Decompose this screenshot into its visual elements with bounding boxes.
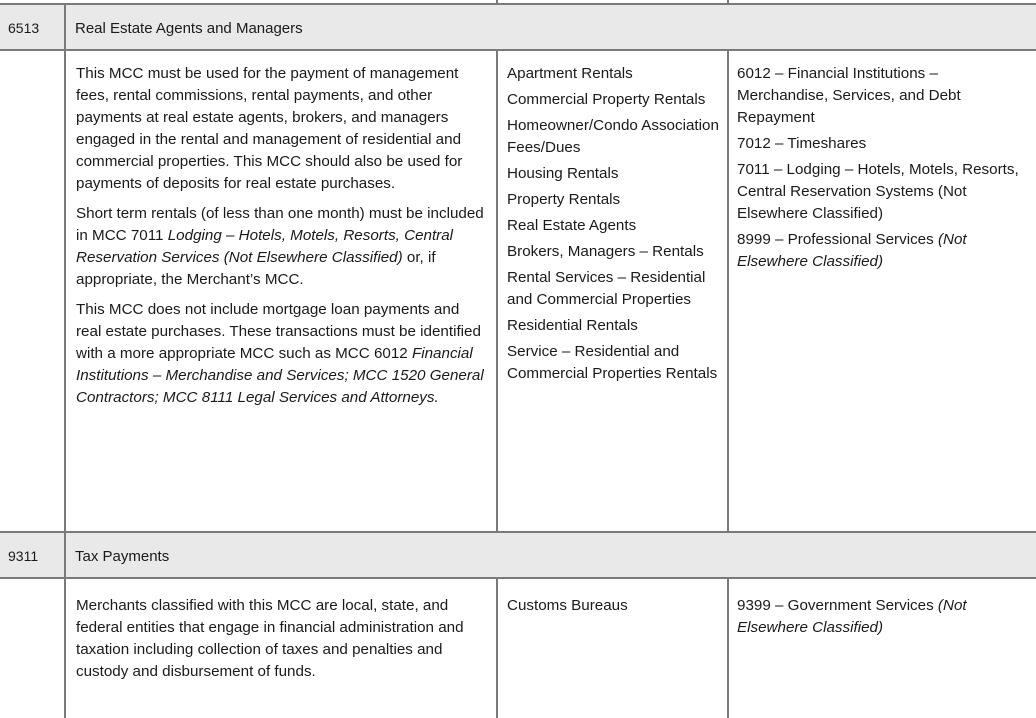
description-paragraph: This MCC must be used for the payment of management fees, rental commissions, rental payments, and other payments at real estate agents, brokers, and managers engaged in the rental and management of residential and commercial properties. This MCC should also be used for payments of deposits for real estate purchases. [76, 65, 463, 192]
example-item: Homeowner/Condo Association Fees/Dues [507, 117, 719, 156]
description-paragraph: Short term rentals (of less than one month) must be included in MCC 7011 Lodging – Hotels, Motels, Resorts, Central Reservation Services (Not Elsewhere Classified) or, if appropriate, the Merchant’s MCC. [76, 205, 484, 288]
similar-mcc-item: 6012 – Financial Institutions – Merchandise, Services, and Debt Repayment [737, 65, 961, 126]
col-divider [727, 51, 729, 531]
example-item: Residential Rentals [507, 317, 638, 334]
row-border [0, 577, 1036, 579]
example-item: Property Rentals [507, 191, 621, 208]
examples-cell [507, 595, 719, 621]
description-paragraph: Merchants classified with this MCC are local, state, and federal entities that engage in financial administration and taxation including collection of taxes and penalties and custody and disbursement of funds. [76, 597, 464, 680]
example-item: Rental Services – Residential and Commercial Properties [507, 269, 706, 308]
description-cell [76, 595, 488, 691]
mcc-title: Tax Payments [75, 548, 170, 565]
example-item: Real Estate Agents [507, 217, 637, 234]
col-divider [64, 51, 66, 531]
similar-mcc-cell [737, 595, 1029, 643]
row-header-6513 [0, 5, 1036, 49]
example-item: Commercial Property Rentals [507, 91, 706, 108]
col-divider [64, 579, 66, 718]
row-border [0, 49, 1036, 51]
example-item: Customs Bureaus [507, 597, 628, 614]
similar-mcc-cell [737, 63, 1029, 277]
example-item: Brokers, Managers – Rentals [507, 243, 704, 260]
col-divider [496, 51, 498, 531]
example-item: Service – Residential and Commercial Properties Rentals [507, 343, 718, 382]
col-divider [64, 5, 66, 49]
similar-mcc-item: 9399 – Government Services (Not Elsewhere Classified) [737, 597, 967, 636]
col-divider [64, 533, 66, 577]
similar-mcc-item: 7012 – Timeshares [737, 135, 867, 152]
similar-mcc-item: 8999 – Professional Services (Not Elsewhere Classified) [737, 231, 967, 270]
example-item: Apartment Rentals [507, 65, 633, 82]
example-item: Housing Rentals [507, 165, 619, 182]
mcc-code: 9311 [8, 548, 39, 564]
mcc-code: 6513 [8, 20, 40, 36]
description-cell [76, 63, 488, 417]
col-divider [727, 579, 729, 718]
row-header-9311 [0, 533, 1036, 577]
similar-mcc-item: 7011 – Lodging – Hotels, Motels, Resorts, Central Reservation Systems (Not Elsewhere Classified) [737, 161, 1019, 222]
description-paragraph: This MCC does not include mortgage loan payments and real estate purchases. These transactions must be identified with a more appropriate MCC such as MCC 6012 Financial Institutions – Merchandise and Services; MCC 1520 General Contractors; MCC 8111 Legal Services and Attorneys. [76, 301, 484, 406]
mcc-title: Real Estate Agents and Managers [75, 20, 303, 37]
col-divider [496, 579, 498, 718]
examples-cell [507, 63, 719, 389]
